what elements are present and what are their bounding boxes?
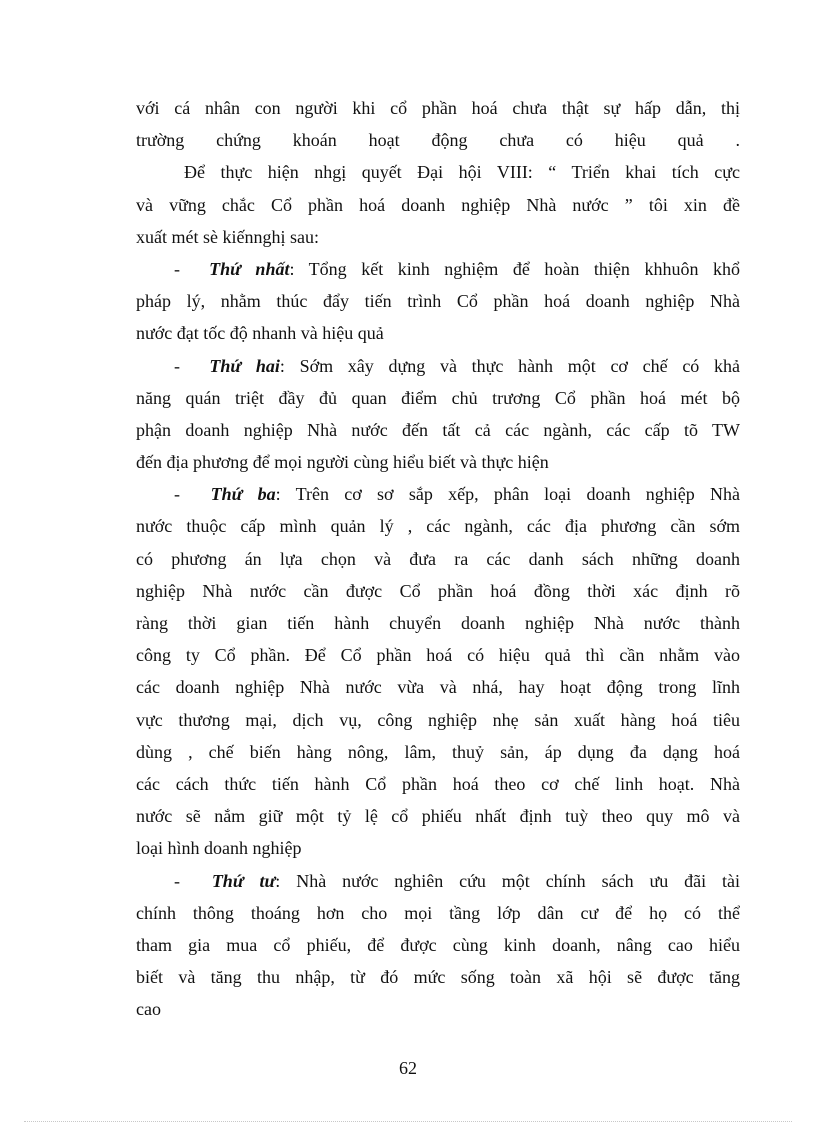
item-heading: Thứ hai <box>209 355 280 376</box>
list-item-first-line <box>136 865 740 897</box>
text-line: năng quán triệt đầy đủ quan điểm chủ trương Cổ phần hoá mét bộ <box>136 387 740 408</box>
item-heading: Thứ tư <box>211 870 276 891</box>
text-line: cao <box>136 999 161 1020</box>
bullet-dash: - <box>174 870 180 891</box>
text-line: biết và tăng thu nhập, từ đó mức sống toàn xã hội sẽ được tăng <box>136 967 740 988</box>
list-item-first-line <box>136 253 740 285</box>
paragraph-continuation <box>136 92 740 156</box>
page-number: 62 <box>399 1058 417 1078</box>
text-line: dùng , chế biến hàng nông, lâm, thuỷ sản, áp dụng đa dạng hoá <box>136 741 740 762</box>
text-line: có phương án lựa chọn và đưa ra các danh sách những doanh <box>136 548 740 569</box>
text-line: đến địa phương để mọi người cùng hiểu biết và thực hiện <box>136 452 549 473</box>
text-line: với cá nhân con người khi cổ phần hoá chưa thật sự hấp dẫn, thị <box>136 98 740 118</box>
text-line: Để thực hiện nhgị quyết Đại hội VIII: “ Triển khai tích cực <box>184 162 740 183</box>
bullet-dash: - <box>174 484 180 505</box>
paragraph-intro <box>136 156 740 253</box>
text-line: nước đạt tốc độ nhanh và hiệu quả <box>136 323 384 344</box>
item-heading: Thứ ba <box>210 484 276 505</box>
document-page <box>136 92 740 1025</box>
text-line: nghiệp Nhà nước cần được Cổ phần hoá đồng thời xác định rõ <box>136 580 740 601</box>
item-text: : Tổng kết kinh nghiệm để hoàn thiện khhuôn khổ <box>289 258 740 279</box>
text-line: xuất mét sè kiếnnghị sau: <box>136 226 319 247</box>
text-line: tham gia mua cổ phiếu, để được cùng kinh doanh, nâng cao hiểu <box>136 934 740 955</box>
list-item-thu-hai <box>136 350 740 479</box>
item-text: : Trên cơ sơ sắp xếp, phân loại doanh nghiệp Nhà <box>275 484 741 505</box>
text-line: các cách thức tiến hành Cổ phần hoá theo cơ chế linh hoạt. Nhà <box>136 773 740 794</box>
list-item-first-line <box>136 478 740 510</box>
text-line: và vững chắc Cổ phần hoá doanh nghiệp Nhà nước ” tôi xin đề <box>136 194 740 215</box>
text-line: pháp lý, nhằm thúc đẩy tiến trình Cổ phần hoá doanh nghiệp Nhà <box>136 291 740 312</box>
text-line: nước thuộc cấp mình quản lý , các ngành, các địa phương cần sớm <box>136 516 740 537</box>
text-line: các doanh nghiệp Nhà nước vừa và nhá, hay hoạt động trong lĩnh <box>136 677 740 698</box>
item-heading: Thứ nhất <box>209 258 290 279</box>
text-line: phận doanh nghiệp Nhà nước đến tất cả các ngành, các cấp tõ TW <box>136 419 740 440</box>
list-item-thu-tu <box>136 865 740 1026</box>
item-text: : Sớm xây dựng và thực hành một cơ chế có khả <box>279 355 740 376</box>
list-item-thu-ba <box>136 478 740 864</box>
page-bottom-divider <box>24 1121 792 1122</box>
text-line: chính thông thoáng hơn cho mọi tầng lớp dân cư để họ có thể <box>136 902 740 923</box>
list-item-first-line <box>136 350 740 382</box>
text-line: nước sẽ nắm giữ một tỷ lệ cổ phiếu nhất định tuỳ theo quy mô và <box>136 806 740 827</box>
text-line: ràng thời gian tiến hành chuyển doanh nghiệp Nhà nước thành <box>136 613 740 633</box>
text-line: công ty Cổ phần. Để Cổ phần hoá có hiệu quả thì cần nhằm vào <box>136 645 740 666</box>
bullet-dash: - <box>174 258 180 279</box>
list-item-thu-nhat <box>136 253 740 350</box>
text-line: vực thương mại, dịch vụ, công nghiệp nhẹ sản xuất hàng hoá tiêu <box>136 709 740 730</box>
text-line: loại hình doanh nghiệp <box>136 838 302 859</box>
text-line: trường chứng khoán hoạt động chưa có hiệu quả . <box>136 130 740 151</box>
item-text: : Nhà nước nghiên cứu một chính sách ưu đãi tài <box>275 870 741 891</box>
bullet-dash: - <box>174 355 180 376</box>
